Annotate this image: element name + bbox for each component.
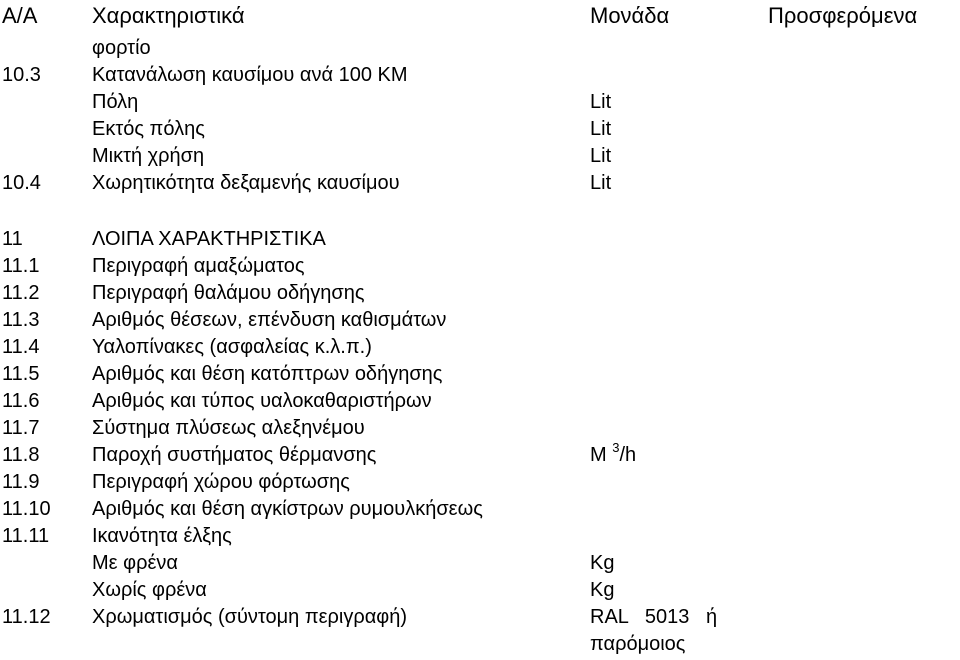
row-description: Μικτή χρήση (92, 145, 205, 167)
row-number: 11 (2, 228, 23, 250)
row-number: 11.5 (2, 363, 40, 385)
row-unit: Lit (590, 91, 612, 113)
row-number: 10.3 (2, 64, 41, 86)
row-description: Χωρίς φρένα (92, 579, 207, 601)
row-description: φορτίο (92, 37, 151, 59)
row-number: 11.6 (2, 390, 40, 412)
header-characteristics: Χαρακτηριστικά (92, 3, 245, 28)
unit-superscript: 3 (612, 440, 620, 455)
row-number: 11.11 (2, 525, 50, 547)
row-description: Πόλη (92, 91, 139, 113)
row-description: Με φρένα (92, 552, 178, 574)
row-number: 10.4 (2, 172, 41, 194)
row-description: Περιγραφή αμαξώματος (92, 255, 305, 277)
row-number: 11.9 (2, 471, 40, 493)
row-unit: Lit (590, 118, 612, 140)
row-unit-continued: παρόμοιος (590, 633, 686, 655)
row-number: 11.12 (2, 606, 51, 628)
row-number: 11.7 (2, 417, 40, 439)
row-number: 11.1 (2, 255, 40, 277)
row-description: Περιγραφή χώρου φόρτωσης (92, 471, 350, 493)
row-unit (590, 440, 637, 466)
row-description: Χρωματισμός (σύντομη περιγραφή) (92, 606, 408, 628)
row-description: Αριθμός και θέση κατόπτρων οδήγησης (92, 363, 443, 385)
row-description: Ικανότητα έλξης (92, 525, 232, 547)
section-title: ΛΟΙΠΑ ΧΑΡΑΚΤΗΡΙΣΤΙΚΑ (92, 228, 326, 250)
row-description: Αριθμός θέσεων, επένδυση καθισμάτων (92, 309, 447, 331)
row-number: 11.8 (2, 444, 40, 466)
unit-suffix: /h (619, 444, 637, 466)
row-unit: RAL 5013 ή (590, 606, 718, 628)
row-description: Χωρητικότητα δεξαμενής καυσίμου (92, 172, 400, 194)
header-number: Α/Α (2, 3, 38, 28)
row-description: Περιγραφή θαλάμου οδήγησης (92, 282, 365, 304)
row-description: Υαλοπίνακες (ασφαλείας κ.λ.π.) (92, 336, 372, 358)
row-unit: Kg (590, 552, 615, 574)
row-number: 11.4 (2, 336, 40, 358)
row-description: Αριθμός και θέση αγκίστρων ρυμουλκήσεως (92, 498, 483, 520)
row-number: 11.2 (2, 282, 40, 304)
row-number: 11.3 (2, 309, 40, 331)
header-unit: Μονάδα (590, 3, 670, 28)
header-offered: Προσφερόμενα (768, 3, 918, 28)
row-description: Σύστημα πλύσεως αλεξηνέμου (92, 417, 365, 439)
row-number: 11.10 (2, 498, 51, 520)
row-unit: Kg (590, 579, 615, 601)
row-description: Παροχή συστήματος θέρμανσης (92, 444, 377, 466)
row-description: Κατανάλωση καυσίμου ανά 100 ΚΜ (92, 64, 408, 86)
row-unit: Lit (590, 145, 612, 167)
unit-base: M (590, 444, 607, 466)
row-description: Εκτός πόλης (92, 118, 205, 140)
row-unit: Lit (590, 172, 612, 194)
row-description: Αριθμός και τύπος υαλοκαθαριστήρων (92, 390, 432, 412)
